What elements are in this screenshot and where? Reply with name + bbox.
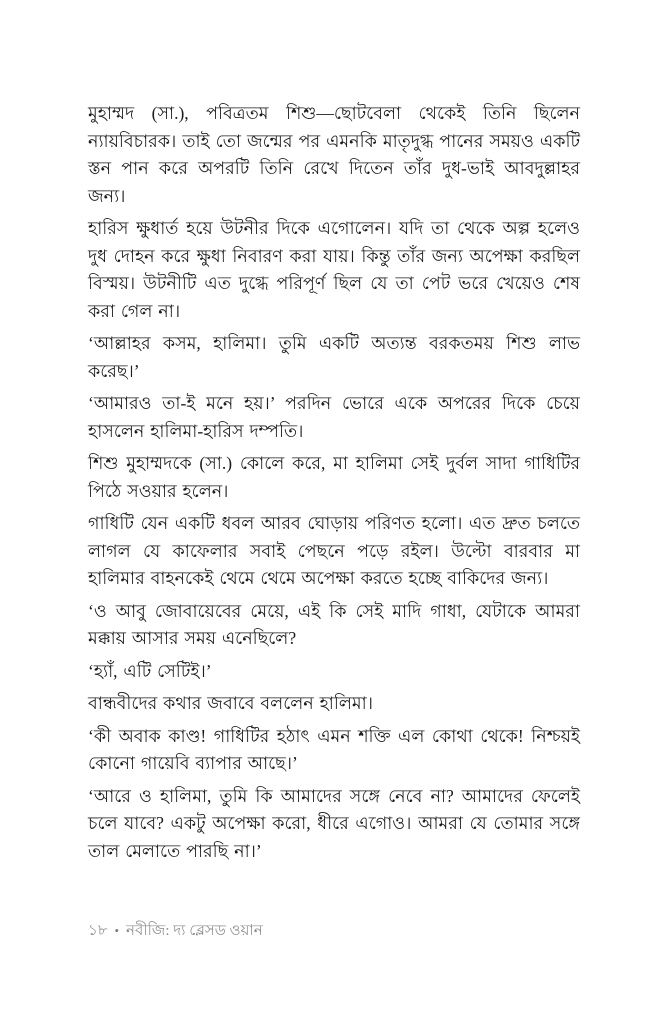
paragraph-4: ‘আমারও তা-ই মনে হয়।’ পরদিন ভোরে একে অপরের দিকে চেয়ে হাসলেন হালিমা-হারিস দম্পতি। — [88, 393, 580, 441]
paragraph-9: বান্ধবীদের কথার জবাবে বললেন হালিমা। — [88, 693, 373, 713]
bullet-separator: • — [114, 923, 120, 938]
paragraph-1: মুহাম্মদ (সা.), পবিত্রতম শিশু—ছোটবেলা থেকেই তিনি ছিলেন ন্যায়বিচারক। তাই তো জন্মের পর এমনকি মাতৃদুগ্ধ পানের সময়ও একটি স্তন পান করে অপরটি তিনি রেখে দিতেন তাঁর দুধ-ভাই আবদুল্লাহর জন্য। — [88, 103, 580, 206]
book-title: নবীজি: দ্য ব্লেসড ওয়ান — [126, 923, 263, 939]
paragraph-8: ‘হ্যাঁ, এটি সেটিই।’ — [88, 660, 212, 681]
page-footer — [88, 920, 263, 942]
paragraph-5: শিশু মুহাম্মদকে (সা.) কোলে করে, মা হালিমা সেই দুর্বল সাদা গাধিটির পিঠে সওয়ার হলেন। — [88, 453, 580, 501]
page-text-block — [88, 100, 580, 870]
paragraph-11: ‘আরে ও হালিমা, তুমি কি আমাদের সঙ্গে নেবে না? আমাদের ফেলেই চলে যাবে? একটু অপেক্ষা করো, ধীরে এগোও। আমরা যে তোমার সঙ্গে তাল মেলাতে পারছি না।’ — [88, 785, 580, 861]
paragraph-7: ‘ও আবু জোবায়েবের মেয়ে, এই কি সেই মাদি গাধা, যেটাকে আমরা মক্কায় আসার সময় এনেছিলে? — [88, 600, 580, 648]
paragraph-10: ‘কী অবাক কাণ্ড! গাধিটির হঠাৎ এমন শক্তি এল কোথা থেকে! নিশ্চয়ই কোনো গায়েবি ব্যাপার আছে।’ — [88, 725, 580, 773]
page-number: ১৮ — [88, 923, 108, 939]
paragraph-2: হারিস ক্ষুধার্ত হয়ে উটনীর দিকে এগোলেন। যদি তা থেকে অল্প হলেও দুধ দোহন করে ক্ষুধা নিবারণ করা যায়। কিন্তু তাঁর জন্য অপেক্ষা করছিল বিস্ময়। উটনীটি এত দুগ্ধে পরিপূর্ণ ছিল যে তা পেট ভরে খেয়েও শেষ করা গেল না। — [88, 218, 580, 321]
paragraph-3: ‘আল্লাহর কসম, হালিমা। তুমি একটি অত্যন্ত বরকতময় শিশু লাভ করেছ।’ — [88, 333, 580, 381]
paragraph-6: গাধিটি যেন একটি ধবল আরব ঘোড়ায় পরিণত হলো। এত দ্রুত চলতে লাগল যে কাফেলার সবাই পেছনে পড়ে রইল। উল্টো বারবার মা হালিমার বাহনকেই থেমে থেমে অপেক্ষা করতে হচ্ছে বাকিদের জন্য। — [88, 513, 580, 588]
